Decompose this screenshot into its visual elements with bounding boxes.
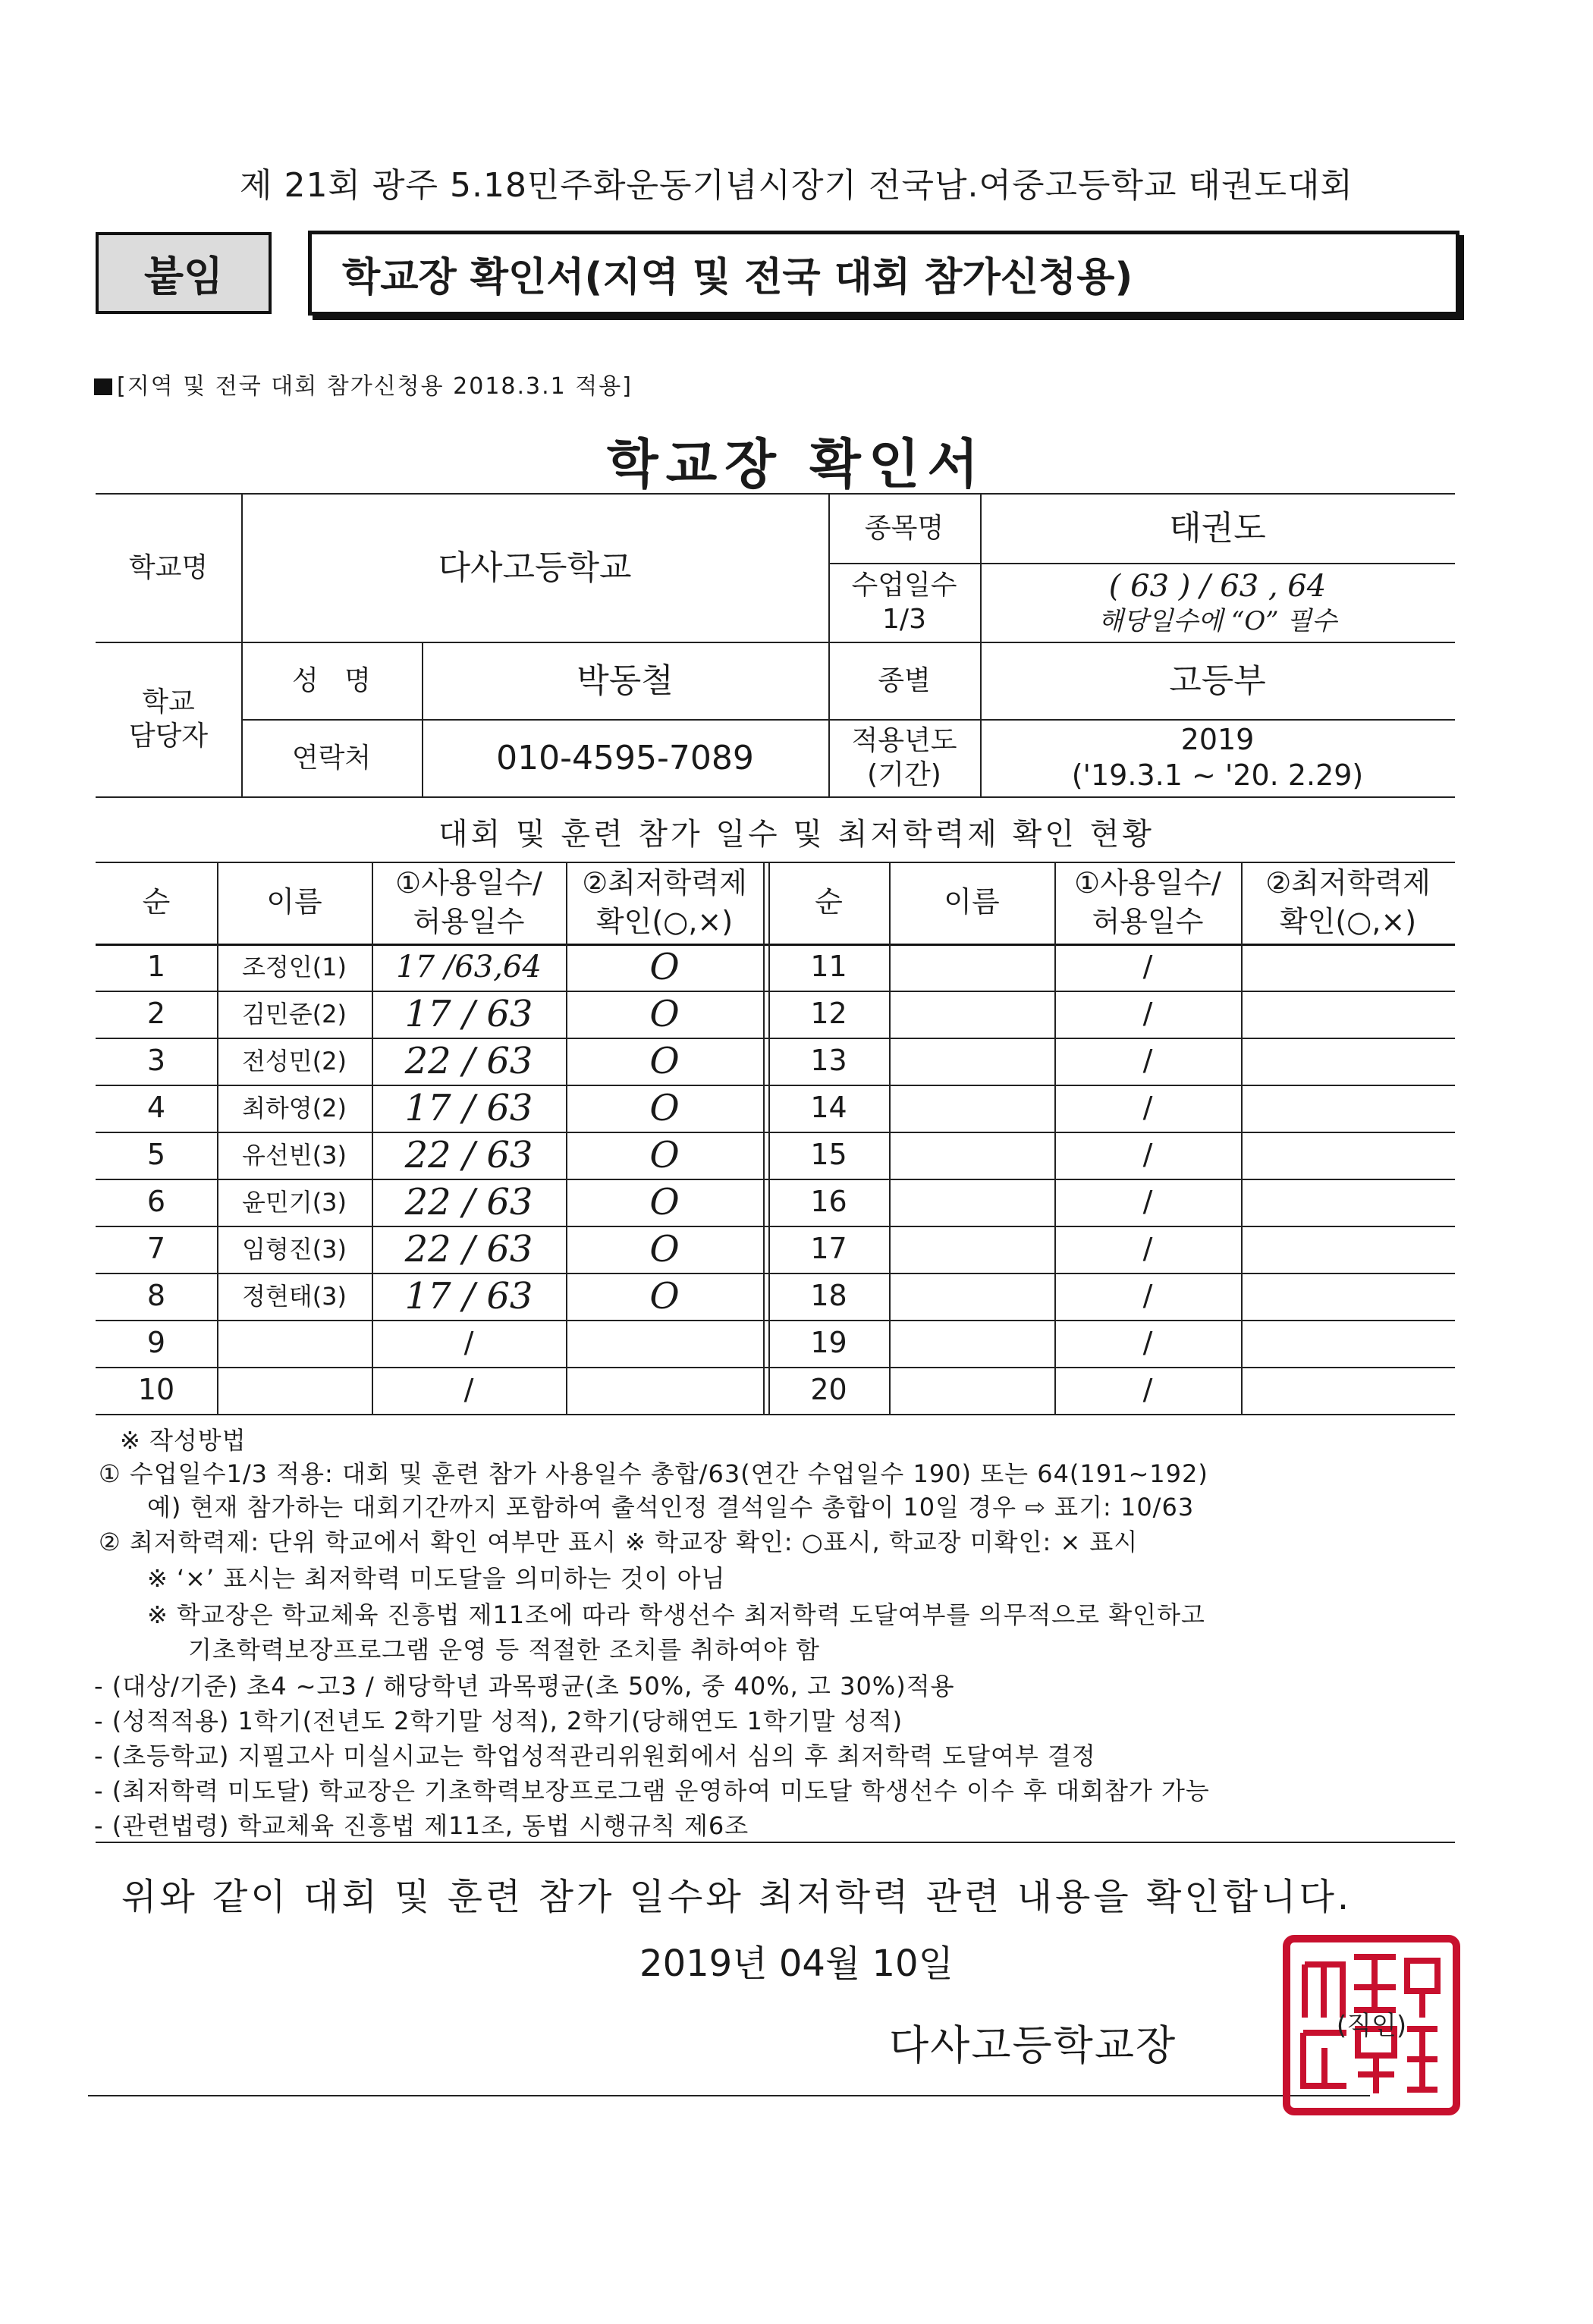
- row-name: 조정인(1): [241, 953, 347, 981]
- year-label-line2: (기간): [867, 759, 941, 790]
- row-no: 15: [810, 1138, 847, 1172]
- col-header-days: [372, 862, 566, 944]
- row-check: O: [649, 1134, 680, 1176]
- instruction-line: 기초학력보장프로그램 운영 등 적절한 조치를 취하여야 함: [188, 1635, 820, 1664]
- row-check: [1241, 1179, 1455, 1226]
- row-check: [1241, 1085, 1455, 1132]
- row-days: 17 / 63: [404, 993, 533, 1035]
- col-header-days-right: [1054, 862, 1241, 944]
- row-check: O: [649, 1228, 680, 1270]
- document-title: 학교장 확인서: [606, 433, 987, 495]
- row-no: 20: [810, 1373, 847, 1407]
- row-check: [1241, 1367, 1455, 1414]
- row-check: [1241, 1226, 1455, 1273]
- col-header-academic-right-line1: ②최저학력제: [1265, 865, 1431, 900]
- row-days: /: [1142, 1373, 1153, 1407]
- instruction-line: - (최저학력 미도달) 학교장은 기초학력보장프로그램 운영하여 미도달 학생선수 이수 후 대회참가 가능: [94, 1776, 1210, 1805]
- staff-label-line2: 담당자: [128, 721, 209, 752]
- row-days: 17 / 63: [404, 1275, 533, 1317]
- row-no: 1: [146, 950, 166, 984]
- staff-label-line1: 학교: [142, 686, 195, 718]
- row-check: O: [649, 946, 680, 988]
- col-header-name-right: 이름: [944, 885, 1000, 919]
- row-check: [1241, 1038, 1455, 1085]
- year-value-cell: [980, 719, 1455, 796]
- row-check: [1241, 1320, 1455, 1367]
- row-days: 22 / 63: [404, 1134, 533, 1176]
- col-header-days-right-line1: ①사용일수/: [1074, 865, 1221, 900]
- row-days: /: [1142, 1326, 1153, 1360]
- row-check: O: [649, 1087, 680, 1129]
- applicability-note: [94, 367, 633, 400]
- row-name: [889, 944, 1054, 991]
- row-check: O: [649, 1181, 680, 1223]
- row-days: /: [1142, 1044, 1153, 1078]
- row-check: O: [649, 993, 680, 1035]
- instruction-line: 예) 현재 참가하는 대회기간까지 포함하여 출석인정 결석일수 총합이 10일 경우 ⇨ 표기: 10/63: [147, 1493, 1195, 1522]
- row-days: 17 /63,64: [396, 950, 542, 985]
- row-name: [217, 1320, 372, 1367]
- col-header-days-right-line2: 허용일수: [1092, 905, 1204, 938]
- col-header-days-line2: 허용일수: [413, 905, 525, 938]
- school-name-label: 학교명: [128, 551, 209, 583]
- contact-label: 연락처: [291, 742, 372, 774]
- row-check: [566, 1320, 763, 1367]
- row-no: 16: [810, 1185, 847, 1219]
- row-no: 8: [146, 1279, 166, 1313]
- row-days: /: [1142, 1232, 1153, 1266]
- row-no: 18: [810, 1279, 847, 1313]
- event-title: 제 21회 광주 5.18민주화운동기념시장기 전국남.여중고등학교 태권도대회: [240, 166, 1353, 205]
- row-days: /: [1142, 1185, 1153, 1219]
- name-label: 성 명: [292, 664, 371, 696]
- event-value: 태권도: [1169, 508, 1266, 548]
- row-name: [889, 1179, 1054, 1226]
- school-seal-icon: [1282, 1934, 1461, 2116]
- row-no: 4: [146, 1091, 166, 1125]
- event-label: 종목명: [864, 512, 944, 544]
- row-check: [1241, 1132, 1455, 1179]
- row-days: 22 / 63: [404, 1181, 533, 1223]
- row-no: 13: [810, 1044, 847, 1078]
- participation-heading: 대회 및 훈련 참가 일수 및 최저학력제 확인 현황: [438, 817, 1155, 852]
- row-name: 임형진(3): [241, 1235, 347, 1264]
- row-check: O: [649, 1275, 680, 1317]
- row-days: /: [1142, 1138, 1153, 1172]
- row-name: [889, 991, 1054, 1038]
- row-no: 9: [146, 1326, 166, 1360]
- form-title: 학교장 확인서(지역 및 전국 대회 참가신청용): [342, 254, 1133, 300]
- row-name: [889, 1367, 1054, 1414]
- instruction-line: ※ 작성방법: [120, 1426, 247, 1455]
- row-name: 유선빈(3): [241, 1141, 347, 1170]
- row-days: /: [1142, 997, 1153, 1031]
- row-no: 11: [810, 950, 847, 984]
- instruction-line: ※ 학교장은 학교체육 진흥법 제11조에 따라 학생선수 최저학력 도달여부를 의무적으로 확인하고: [147, 1600, 1205, 1629]
- row-check: O: [649, 1040, 680, 1082]
- col-header-academic-right-line2: 확인(○,×): [1279, 905, 1417, 938]
- row-no: 10: [137, 1373, 175, 1407]
- row-name: [889, 1273, 1054, 1320]
- year-value: 2019: [1180, 722, 1255, 756]
- issue-date: 2019년 04월 10일: [639, 1942, 954, 1985]
- instruction-line: - (성적적용) 1학기(전년도 2학기말 성적), 2학기(당해연도 1학기말 성적): [94, 1707, 903, 1735]
- col-header-no-right: 순: [815, 885, 843, 919]
- instruction-line: - (초등학교) 지필고사 미실시교는 학업성적관리위원회에서 심의 후 최저학력 도달여부 결정: [94, 1741, 1096, 1770]
- row-no: 14: [810, 1091, 847, 1125]
- year-label-line1: 적용년도: [851, 725, 957, 756]
- signature-divider: [88, 2095, 1370, 2096]
- row-days: /: [1142, 1279, 1153, 1313]
- staff-name-value: 박동철: [577, 661, 674, 700]
- row-days: 22 / 63: [404, 1228, 533, 1270]
- row-name: [889, 1132, 1054, 1179]
- year-label-cell: [828, 719, 980, 796]
- attachment-badge: 붙임: [96, 232, 272, 314]
- row-no: 7: [146, 1232, 166, 1266]
- category-label: 종별: [878, 664, 931, 696]
- row-check: [1241, 944, 1455, 991]
- row-days: /: [1142, 950, 1153, 984]
- row-check: [1241, 1273, 1455, 1320]
- row-days: /: [1142, 1091, 1153, 1125]
- class-days-value-cell: [980, 563, 1455, 642]
- col-header-academic-line2: 확인(○,×): [595, 905, 734, 938]
- col-header-academic-right: [1241, 862, 1455, 944]
- staff-label-cell: [96, 642, 241, 796]
- row-days: /: [463, 1373, 474, 1407]
- instruction-line: - (대상/기준) 초4 ~고3 / 해당학년 과목평균(초 50%, 중 40%, 고 30%)적용: [94, 1672, 955, 1701]
- class-days-label: 수업일수: [851, 570, 957, 601]
- row-name: [217, 1367, 372, 1414]
- instruction-line: ※ ‘×’ 표시는 최저학력 미도달을 의미하는 것이 아님: [147, 1564, 726, 1593]
- instruction-line: ② 최저학력제: 단위 학교에서 확인 여부만 표시 ※ 학교장 확인: ○표시, 학교장 미확인: × 표시: [99, 1528, 1139, 1556]
- row-name: [889, 1226, 1054, 1273]
- row-name: [889, 1085, 1054, 1132]
- school-name-value: 다사고등학교: [438, 548, 632, 587]
- instruction-line: ① 수업일수1/3 적용: 대회 및 훈련 참가 사용일수 총합/63(연간 수업일수 190) 또는 64(191~192): [99, 1459, 1208, 1488]
- class-days-fraction: 1/3: [882, 604, 926, 635]
- category-value: 고등부: [1169, 661, 1266, 700]
- row-name: 최하영(2): [241, 1094, 347, 1123]
- form-title-box: [308, 231, 1459, 316]
- row-name: 김민준(2): [241, 1000, 347, 1029]
- row-days: 22 / 63: [404, 1040, 533, 1082]
- row-name: 정현태(3): [241, 1282, 347, 1311]
- col-header-no: 순: [142, 885, 171, 919]
- row-days: 17 / 63: [404, 1087, 533, 1129]
- class-days-note: 해당일수에 “O” 필수: [1098, 605, 1337, 636]
- class-days-value: ( 63 ) / 63 , 64: [1108, 568, 1327, 604]
- row-name: 윤민기(3): [241, 1188, 347, 1217]
- applicability-note-text: [지역 및 전국 대회 참가신청용 2018.3.1 적용]: [117, 373, 633, 400]
- class-days-label-cell: [828, 563, 980, 642]
- contact-value: 010-4595-7089: [496, 738, 754, 777]
- square-bullet-icon: [94, 378, 112, 395]
- seal-label: (직인): [1336, 2011, 1407, 2041]
- row-no: 19: [810, 1326, 847, 1360]
- col-header-name: 이름: [266, 885, 322, 919]
- instruction-line: - (관련법령) 학교체육 진흥법 제11조, 동법 시행규칙 제6조: [94, 1811, 749, 1840]
- row-no: 2: [146, 997, 166, 1031]
- confirmation-statement: 위와 같이 대회 및 훈련 참가 일수와 최저학력 관련 내용을 확인합니다.: [121, 1876, 1353, 1918]
- row-no: 12: [810, 997, 847, 1031]
- row-days: /: [463, 1326, 474, 1360]
- row-no: 6: [146, 1185, 166, 1219]
- col-header-academic-line1: ②최저학력제: [582, 865, 747, 900]
- row-no: 5: [146, 1138, 166, 1172]
- row-no: 17: [810, 1232, 847, 1266]
- row-name: 전성민(2): [241, 1047, 347, 1076]
- row-check: [1241, 991, 1455, 1038]
- principal-signature: 다사고등학교장: [889, 2021, 1177, 2069]
- row-no: 3: [146, 1044, 166, 1078]
- period-value: ('19.3.1 ~ '20. 2.29): [1071, 758, 1364, 792]
- col-header-academic: [566, 862, 763, 944]
- divider: [96, 1842, 1455, 1843]
- col-header-days-line1: ①사용일수/: [395, 865, 542, 900]
- row-check: [566, 1367, 763, 1414]
- row-name: [889, 1038, 1054, 1085]
- row-name: [889, 1320, 1054, 1367]
